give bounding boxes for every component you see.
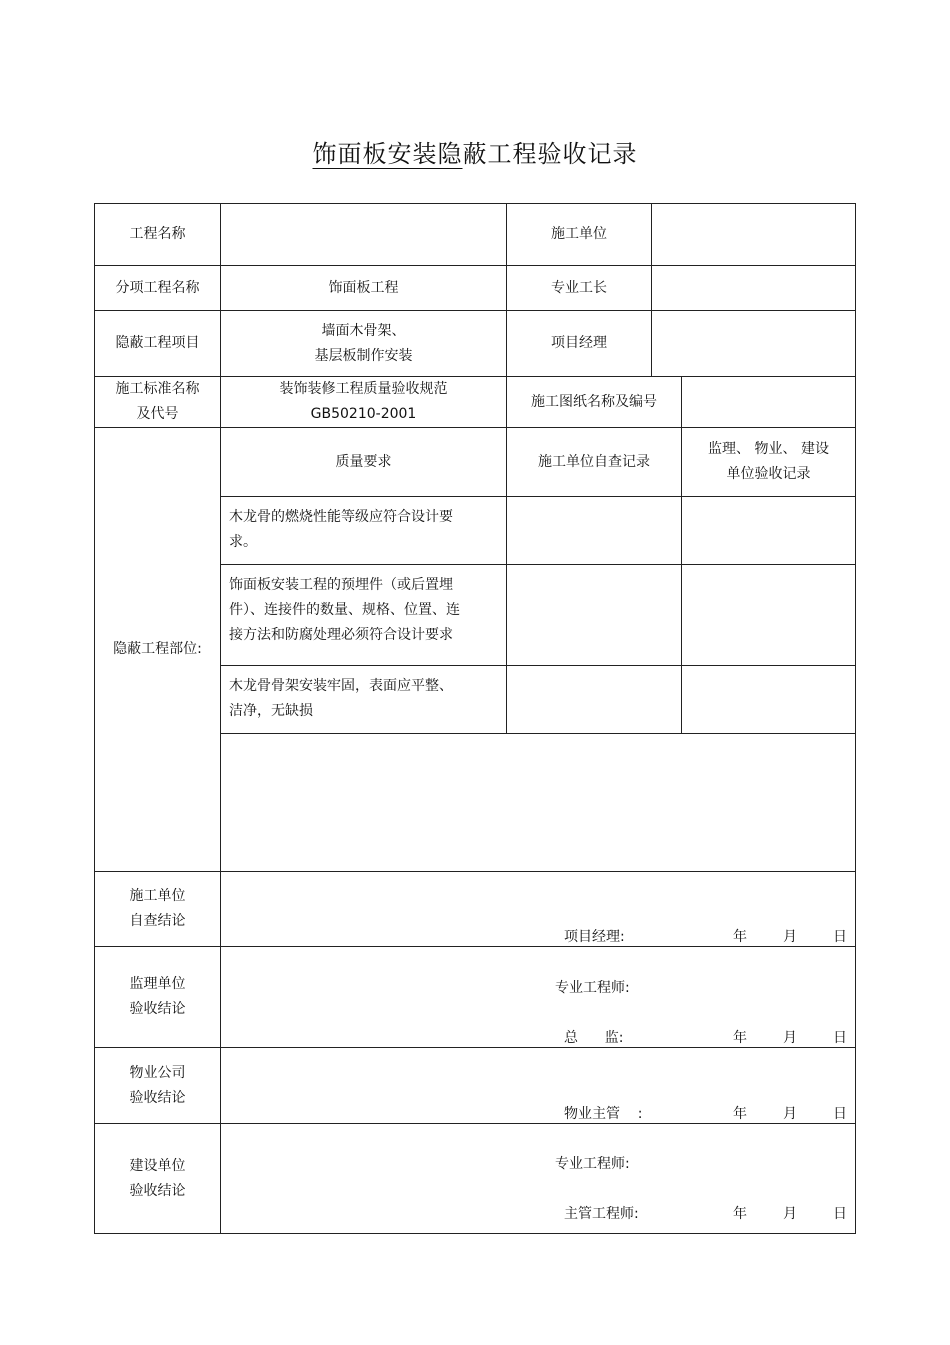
requirement-2-line-3: 接方法和防腐处理必须符合设计要求 [229, 627, 453, 643]
col-acceptance-line-1: 监理、 物业、 建设 [708, 441, 829, 457]
standard-label-line-2: 及代号 [136, 406, 179, 422]
standard-value-line-2: GB50210-2001 [310, 406, 417, 422]
supervision-engineer-sign: 专业工程师: [555, 980, 630, 996]
requirement-2 [221, 565, 506, 665]
date-day: 日 [833, 1030, 847, 1046]
inspection-blank-area[interactable] [221, 734, 855, 871]
supervision-conclusion-line-2: 验收结论 [129, 1001, 186, 1017]
owner-conclusion-label [95, 1124, 220, 1233]
date-month: 月 [783, 1030, 797, 1046]
date-day: 日 [833, 929, 847, 945]
table-border-right [855, 203, 856, 1234]
hidden-item-value [221, 311, 506, 376]
date-month: 月 [783, 1106, 797, 1122]
col-acceptance-line-2: 单位验收记录 [726, 466, 811, 482]
construction-unit-value[interactable] [652, 204, 855, 265]
date-year: 年 [733, 1206, 747, 1222]
requirement-3-line-1: 木龙骨骨架安装牢固，表面应平整、 [229, 678, 453, 694]
hidden-item-line-1: 墙面木骨架、 [321, 322, 406, 339]
requirement-1-line-2: 求。 [229, 534, 257, 550]
sub-project-value: 饰面板工程 [328, 279, 399, 296]
table-border-bottom [94, 1233, 856, 1234]
page-title [0, 134, 950, 169]
construction-conclusion-line-1: 施工单位 [129, 888, 186, 904]
col-quality-header: 质量要求 [335, 453, 392, 470]
title-underlined: 饰面板安装隐 [312, 140, 463, 168]
project-name-value[interactable] [221, 204, 506, 265]
requirement-1 [221, 497, 506, 564]
sub-project-label: 分项工程名称 [115, 279, 200, 296]
title-rest: 蔽工程验收记录 [462, 140, 638, 168]
construction-unit-label: 施工单位 [551, 226, 607, 242]
requirement-1-acceptance[interactable] [682, 497, 855, 564]
hidden-item-line-2: 基层板制作安装 [314, 347, 413, 364]
standard-label [95, 377, 220, 427]
construction-conclusion-label [95, 872, 220, 946]
construction-manager-sign: 项目经理: [564, 929, 625, 945]
requirement-2-line-2: 件）、连接件的数量、规格、位置、连 [229, 602, 460, 618]
property-conclusion-line-2: 验收结论 [129, 1089, 186, 1106]
supervision-conclusion-line-1: 监理单位 [129, 976, 186, 992]
standard-value [221, 377, 506, 427]
supervision-chief-sign: 总 监: [564, 1030, 624, 1046]
drawing-label: 施工图纸名称及编号 [531, 393, 657, 410]
requirement-3-self-check[interactable] [507, 666, 681, 733]
date-day: 日 [833, 1206, 847, 1222]
requirement-3-acceptance[interactable] [682, 666, 855, 733]
requirement-2-acceptance[interactable] [682, 565, 855, 665]
property-supervisor-sign: 物业主管 : [564, 1106, 643, 1122]
date-month: 月 [783, 929, 797, 945]
standard-value-line-1: 装饰装修工程质量验收规范 [279, 381, 448, 397]
date-year: 年 [733, 929, 747, 945]
requirement-3-line-2: 洁净，无缺损 [229, 703, 313, 719]
property-conclusion-line-1: 物业公司 [129, 1064, 186, 1081]
col-acceptance-header [682, 428, 855, 496]
date-month: 月 [783, 1206, 797, 1222]
hidden-item-label: 隐蔽工程项目 [115, 335, 200, 351]
manager-label: 项目经理 [551, 335, 607, 351]
standard-label-line-1: 施工标准名称 [115, 381, 200, 397]
construction-conclusion-line-2: 自查结论 [129, 913, 186, 929]
requirement-1-line-1: 木龙骨的燃烧性能等级应符合设计要 [229, 509, 453, 525]
owner-conclusion-line-2: 验收结论 [129, 1182, 186, 1199]
date-year: 年 [733, 1106, 747, 1122]
date-year: 年 [733, 1030, 747, 1046]
property-conclusion-label [95, 1048, 220, 1123]
requirement-2-self-check[interactable] [507, 565, 681, 665]
foreman-value[interactable] [652, 266, 855, 310]
supervision-conclusion-label [95, 947, 220, 1047]
owner-conclusion-line-1: 建设单位 [129, 1157, 186, 1174]
project-name-label: 工程名称 [129, 226, 186, 242]
inspection-section-label: 隐蔽工程部位: [113, 641, 202, 657]
requirement-3 [221, 666, 506, 733]
owner-engineer-sign: 专业工程师: [555, 1156, 630, 1172]
date-day: 日 [833, 1106, 847, 1122]
manager-value[interactable] [652, 311, 855, 376]
col-self-check-header: 施工单位自查记录 [538, 453, 650, 470]
owner-chief-engineer-sign: 主管工程师: [564, 1206, 639, 1222]
drawing-value[interactable] [682, 377, 855, 427]
foreman-label: 专业工长 [551, 279, 607, 296]
requirement-1-self-check[interactable] [507, 497, 681, 564]
requirement-2-line-1: 饰面板安装工程的预埋件（或后置埋 [229, 577, 453, 593]
